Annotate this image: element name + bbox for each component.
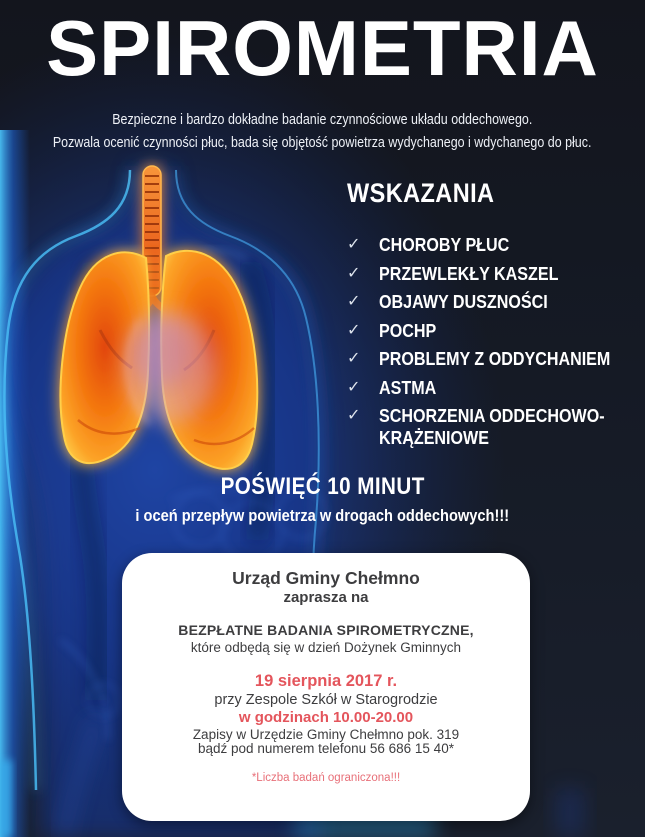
callout-subline: i oceń przepływ powietrza w drogach oddechowych!!! xyxy=(135,506,510,525)
indications-section xyxy=(347,176,645,455)
indication-label: PROBLEMY Z ODDYCHANIEM xyxy=(379,348,611,369)
signup-line-2: bądź pod numerem telefonu 56 686 15 40* xyxy=(198,741,454,756)
indication-item xyxy=(347,405,645,448)
subtitle-line-1: Bezpieczne i bardzo dokładne badanie czynnościowe układu oddechowego. xyxy=(112,112,533,128)
check-icon: ✓ xyxy=(347,293,361,310)
limited-availability-note: *Liczba badań ograniczona!!! xyxy=(251,772,401,784)
indication-item xyxy=(347,263,645,285)
event-location: przy Zespole Szkół w Starogrodzie xyxy=(214,692,438,708)
invitation-card xyxy=(122,553,530,821)
indication-item xyxy=(347,234,645,256)
poster-subtitle xyxy=(0,109,645,155)
invitation-phrase: zaprasza na xyxy=(283,589,369,606)
check-icon: ✓ xyxy=(347,378,361,396)
indications-list xyxy=(347,234,645,448)
callout-section xyxy=(0,471,645,528)
check-icon: ✓ xyxy=(347,407,361,424)
event-title: BEZPŁATNE BADANIA SPIROMETRYCZNE, xyxy=(178,622,474,638)
indication-label: POCHP xyxy=(379,319,437,341)
indication-label: ASTMA xyxy=(379,376,437,398)
indication-label: PRZEWLEKŁY KASZEL xyxy=(379,262,559,284)
check-icon: ✓ xyxy=(347,321,361,339)
subtitle-line-2: Pozwala ocenić czynności płuc, bada się objętość powietrza wydychanego i wdychanego do płuc. xyxy=(53,135,592,151)
event-date: 19 sierpnia 2017 r. xyxy=(254,672,398,690)
indication-item xyxy=(347,377,645,399)
event-subtitle: które odbędą się w dzień Dożynek Gminnych xyxy=(190,640,462,655)
organizer-name: Urząd Gminy Chełmno xyxy=(232,568,420,588)
poster-title: SPIROMETRIA xyxy=(46,4,599,92)
indication-label: SCHORZENIA ODDECHOWO-KRĄŻENIOWE xyxy=(379,405,605,448)
indication-label: CHOROBY PŁUC xyxy=(379,234,510,255)
indications-heading: WSKAZANIA xyxy=(347,178,495,208)
signup-line-1: Zapisy w Urzędzie Gminy Chełmno pok. 319 xyxy=(192,727,460,742)
indication-label: OBJAWY DUSZNOŚCI xyxy=(379,291,548,312)
indication-item xyxy=(347,320,645,342)
callout-headline: POŚWIĘĆ 10 MINUT xyxy=(220,473,425,500)
indication-item xyxy=(347,348,645,370)
indication-item xyxy=(347,291,645,313)
check-icon: ✓ xyxy=(347,236,361,253)
event-hours: w godzinach 10.00-20.00 xyxy=(238,709,414,726)
heart xyxy=(124,312,216,424)
check-icon: ✓ xyxy=(347,350,361,367)
check-icon: ✓ xyxy=(347,264,361,282)
